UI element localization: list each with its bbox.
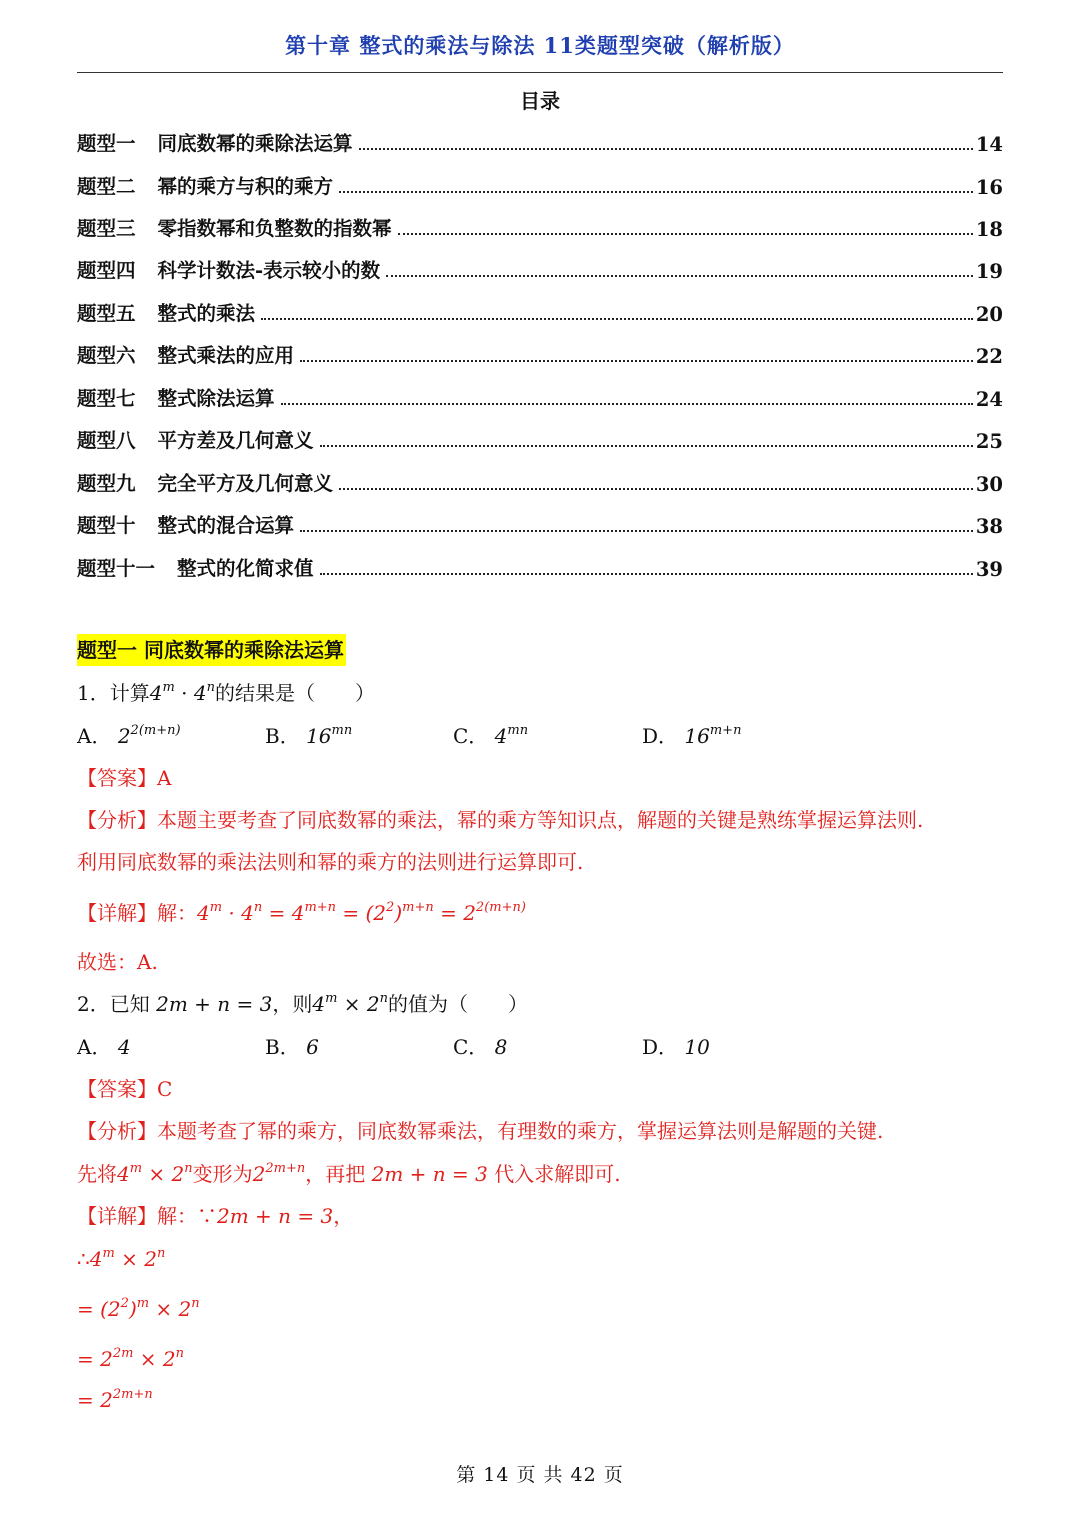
q1-analysis-line-1: 【分析】本题主要考查了同底数幂的乘法，幂的乘方等知识点，解题的关键是熟练掌握运算法则. xyxy=(77,808,924,832)
q2-analysis-line-2: 先将$4^m \times 2^n$变形为$2^{2m+n}$，再把 2m + n = 3 代入求解即可. xyxy=(77,1161,621,1186)
toc-leader-dots xyxy=(281,403,973,405)
toc-entry-page: 14 xyxy=(975,133,1003,156)
toc-entry-name: 整式的乘法 xyxy=(157,302,256,325)
toc-leader-dots xyxy=(300,530,973,532)
q2-step-4: = $2^{2m+n}$ xyxy=(77,1387,153,1412)
q2-option-c: C． 8 xyxy=(453,1035,508,1059)
q2-option-d: D． 10 xyxy=(642,1035,710,1059)
q2-step-2: = $(2^2)^m \times 2^n$ xyxy=(77,1296,200,1321)
toc-entry-label: 题型七 xyxy=(77,387,136,410)
q2-step-1: $\therefore 4^m \times 2^n$ xyxy=(77,1246,166,1271)
toc-leader-dots xyxy=(339,488,973,490)
toc-leader-dots xyxy=(320,445,973,447)
toc-entry-page: 20 xyxy=(975,303,1003,326)
toc-leader-dots xyxy=(339,191,973,193)
toc-entry-name: 完全平方及几何意义 xyxy=(157,472,334,495)
q1-analysis-line-2: 利用同底数幂的乘法法则和幂的乘方的法则进行运算即可. xyxy=(77,850,584,874)
toc-entry[interactable] xyxy=(77,126,1003,156)
toc-entry[interactable] xyxy=(77,423,1003,453)
toc-entry-name: 整式的化简求值 xyxy=(177,557,314,580)
toc-title: 目录 xyxy=(520,89,560,113)
q1-answer: 【答案】A xyxy=(77,766,172,790)
toc-entry-label: 题型一 xyxy=(77,132,136,155)
toc-entry-page: 22 xyxy=(975,345,1003,368)
toc-entry[interactable] xyxy=(77,338,1003,368)
toc-entry-name: 整式除法运算 xyxy=(157,387,275,410)
toc-leader-dots xyxy=(386,275,973,277)
toc-entry[interactable] xyxy=(77,253,1003,283)
toc-entry[interactable] xyxy=(77,169,1003,199)
toc-entry-page: 30 xyxy=(975,473,1003,496)
toc-entry-page: 39 xyxy=(975,558,1003,581)
q2-option-b: B． 6 xyxy=(265,1035,319,1059)
header-divider xyxy=(77,72,1003,73)
q1-conclusion: 故选：A. xyxy=(77,950,158,974)
q1-option-d: D． $16^{m+n}$ xyxy=(642,723,742,748)
q1-option-c: C． $4^{mn}$ xyxy=(453,723,529,748)
toc-entry-name: 整式的混合运算 xyxy=(157,514,295,537)
toc-entry[interactable] xyxy=(77,466,1003,496)
toc-entry-page: 16 xyxy=(975,176,1003,199)
toc-entry-name: 幂的乘方与积的乘方 xyxy=(157,175,334,198)
q2-answer: 【答案】C xyxy=(77,1077,173,1101)
toc-entry-label: 题型二 xyxy=(77,175,136,198)
toc-entry-page: 18 xyxy=(975,218,1003,241)
toc-entry-name: 平方差及几何意义 xyxy=(157,429,314,452)
toc-entry-page: 24 xyxy=(975,388,1003,411)
toc-entry-name: 同底数幂的乘除法运算 xyxy=(157,132,353,155)
toc-entry[interactable] xyxy=(77,508,1003,538)
q1-option-b: B． $16^{mn}$ xyxy=(265,723,353,748)
toc-leader-dots xyxy=(359,148,973,150)
toc-entry-name: 科学计数法-表示较小的数 xyxy=(157,259,381,282)
toc-entry[interactable] xyxy=(77,211,1003,241)
toc-entry-label: 题型八 xyxy=(77,429,136,452)
toc-entry-page: 38 xyxy=(975,515,1003,538)
toc-entry-label: 题型三 xyxy=(77,217,136,240)
toc-entry-label: 题型十一 xyxy=(77,557,156,580)
toc-entry-label: 题型五 xyxy=(77,302,136,325)
question-2-stem: 2．已知 2m + n = 3，则$4^m \times 2^n$的值为（ ） xyxy=(77,991,528,1016)
q2-option-a: A． 4 xyxy=(77,1035,131,1059)
toc-entry-page: 25 xyxy=(975,430,1003,453)
toc-entry-label: 题型十 xyxy=(77,514,136,537)
toc-entry-name: 零指数幂和负整数的指数幂 xyxy=(157,217,392,240)
q1-option-a: A． $2^{2(m+n)}$ xyxy=(77,723,181,748)
q2-step-3: = $2^{2m} \times 2^n$ xyxy=(77,1346,185,1371)
toc-leader-dots xyxy=(320,573,973,575)
toc-entry[interactable] xyxy=(77,296,1003,326)
toc-leader-dots xyxy=(398,233,973,235)
toc-entry[interactable] xyxy=(77,551,1003,581)
q1-detail: 【详解】解：$4^m \cdot 4^n = 4^{m+n} = (2^2)^{m+n} = 2^{2(m+n)}$ xyxy=(77,900,526,925)
toc-leader-dots xyxy=(261,318,973,320)
question-1-stem: 1．计算$4^m \cdot 4^n$的结果是（ ） xyxy=(77,680,375,705)
toc-entry-name: 整式乘法的应用 xyxy=(157,344,295,367)
toc-entry[interactable] xyxy=(77,381,1003,411)
toc-entry-page: 19 xyxy=(975,260,1003,283)
toc-entry-label: 题型九 xyxy=(77,472,136,495)
section-heading: 题型一 同底数幂的乘除法运算 xyxy=(77,634,346,666)
toc-entry-label: 题型四 xyxy=(77,259,136,282)
q2-analysis-line-1: 【分析】本题考查了幂的乘方，同底数幂乘法，有理数的乘方，掌握运算法则是解题的关键. xyxy=(77,1119,884,1143)
toc-leader-dots xyxy=(300,360,973,362)
q2-detail: 【详解】解：∵2m + n = 3， xyxy=(77,1204,354,1228)
document-title: 第十章 整式的乘法与除法 11类题型突破（解析版） xyxy=(285,33,795,58)
page-footer: 第 14 页 共 42 页 xyxy=(456,1464,624,1486)
toc-entry-label: 题型六 xyxy=(77,344,136,367)
